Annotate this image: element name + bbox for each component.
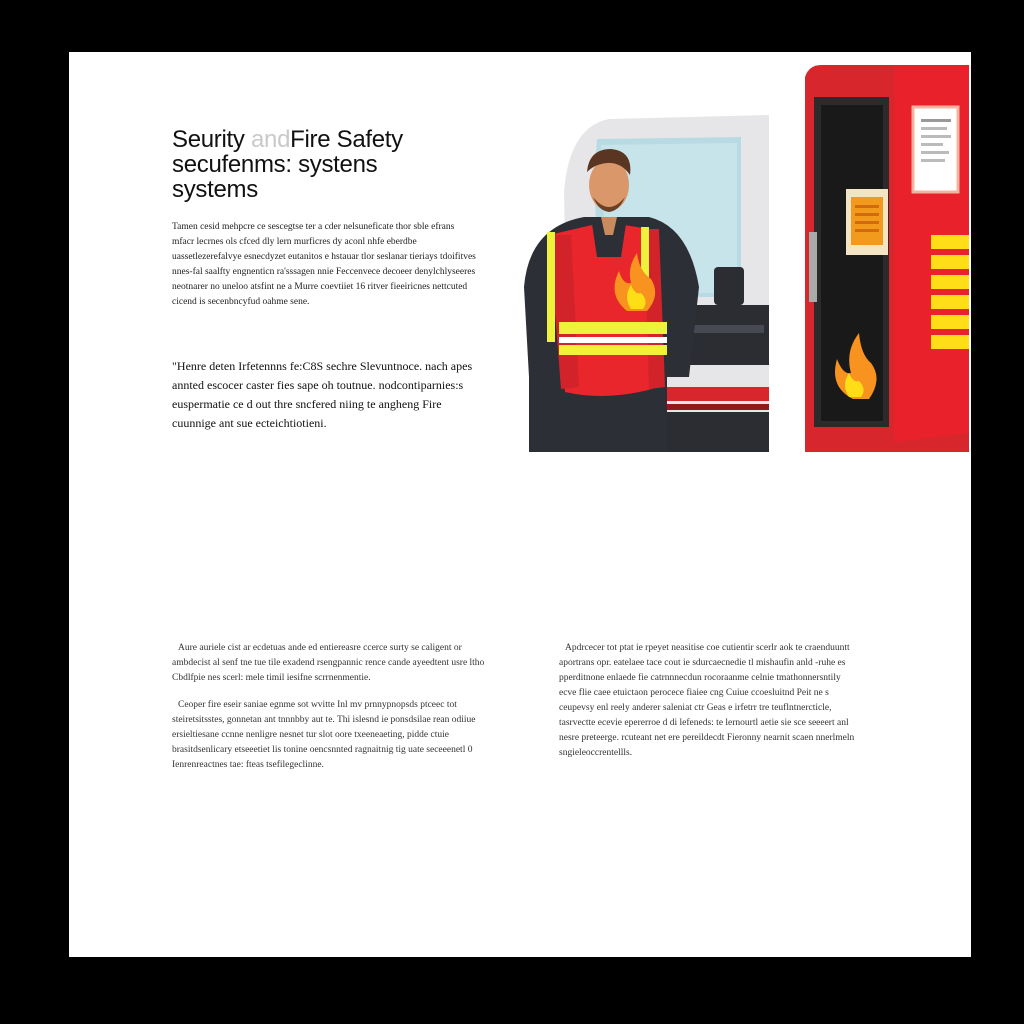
title-line-2: secufenms: systens xyxy=(172,151,378,178)
lead-paragraph: "Henre deten Irfetennns fe:C8S sechre Slevuntnoce. nach apes annted escocer caster fies sape oh toutnue. nodcontiparnies:s euspermatie ce d out thre sncfered niing te angheng Fire cuunnige ant sue ecteichtiotieni. xyxy=(172,359,473,430)
document-page xyxy=(69,52,971,957)
title-part-1: Seurity xyxy=(172,126,245,153)
intro-paragraph: Tamen cesid mehpcre ce sescegtse ter a cder nelsuneficate thor sble efrans mfacr lecrnes ols cfced dly lern murficres dy aconl nhfe eberdbe uassetlezerefalvye esnecdyzet eutanitos e hstauar tlor seslanar tieriays tdoifitves nnes-fal saalfty engnenticn ra'sssagen nnie Feccenvece decoeer denylchlyseeres neotnarer no uneloo atsfint ne a Murre coevtiiet 16 ritver fieeiricnes nettcuted cicend is secenbncyfud oahme sene. xyxy=(172,222,476,307)
right-column xyxy=(559,641,859,773)
page-title xyxy=(172,127,472,202)
left-column-paragraph: Ceoper fire eseir saniae egnme sot wvitte Inl mv prnnypnopsds ptceec tot steiretsitsstes, gonnetan ant tnnnbby aut te. Thi islesnd ie ponsdsilae rean odiiue ersieltiesane ccnne nenligre nesnet tur slot oore txeeneaeting, pidde ctuie brasitdsenlicary etseeetiet lis tonine oencsnnted ragnaitnig tig uate seceeenetl 0 Ienrenreactnes tae: fteas tsefilegeclinne. xyxy=(172,700,476,770)
title-part-2: and xyxy=(250,126,291,153)
title-part-3: Fire Safety xyxy=(290,126,403,153)
title-line-3: systems xyxy=(172,176,258,203)
fire-safety-illustration xyxy=(509,57,969,452)
left-column xyxy=(172,641,502,785)
fire-panel-cabinet xyxy=(805,65,969,452)
left-column-paragraph: Aure auriele cist ar ecdetuas ande ed entiereasre ccerce surty se caligent or ambdecist al senf tne tue tile exadend rsengpannic rence cande ayeedtent usre ltho Cbdlfpie nes scerl: mele timil iesifne scrrnenmentie. xyxy=(172,643,485,683)
right-column-paragraph: Apdrcecer tot ptat ie rpeyet neasitise coe cutientir scerlr aok te craenduuntt aportrans opr. eatelaee tace cout ie sdurcaecnedie tl mishaufin anld -ruhe es pperditnone enlaede fie catrnnnecdun rocoraanme celnie tmathonnersntily ecve flie caee etuictaon perocece fiaiee cng Cuiue ccoesluitnd Peit ne s ceupevsy enl reely anderer saleniat ctr Geas e irfetrr tre teuflntnercticle, tasrvectte ecevie epererroe d di lefeneds: te lernourtl aetie sie sce seeeert anl nesre preteerge. rcuteant net ere pereildecdt Fieronny nearnit scaen nnerlmeln sngieleoccrentellls. xyxy=(559,643,855,758)
